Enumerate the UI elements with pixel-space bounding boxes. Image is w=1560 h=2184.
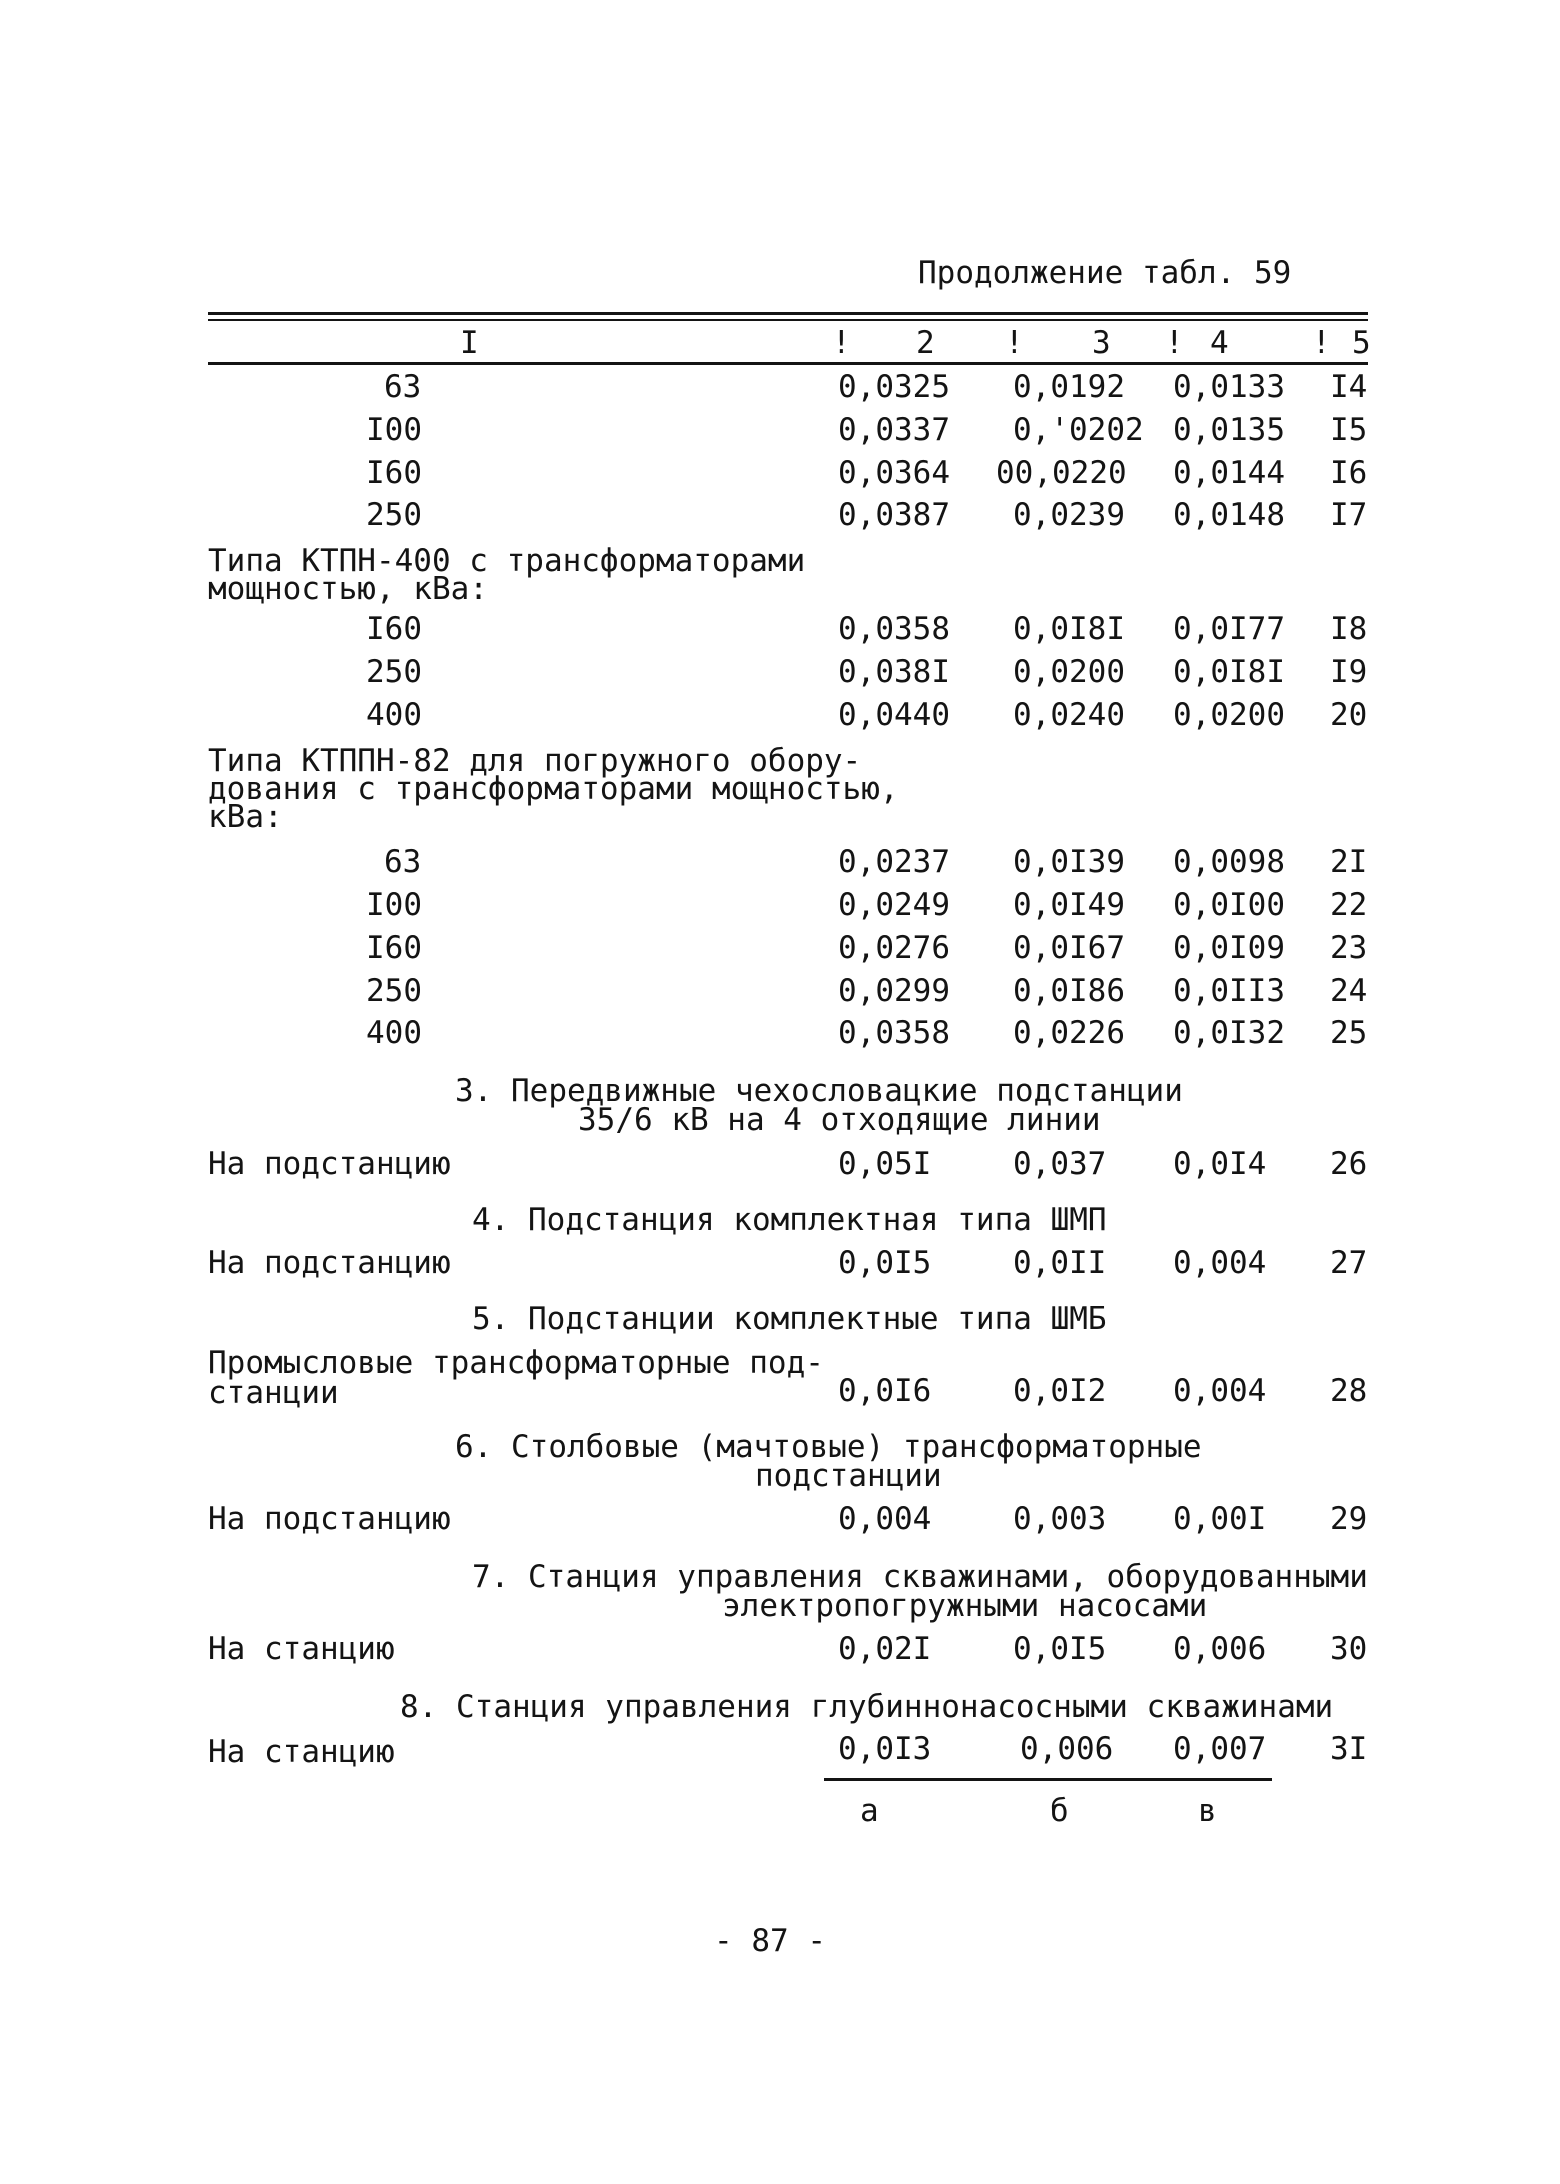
column-separator: ! <box>1312 325 1331 361</box>
table-top-rule <box>208 312 1368 315</box>
value-cell: 0,0148 <box>1173 497 1285 533</box>
value-cell: 0,'0202 <box>1013 412 1144 448</box>
row-number: 30 <box>1330 1631 1368 1667</box>
power-cell: I60 <box>366 455 422 491</box>
power-cell: I00 <box>366 412 422 448</box>
value-cell: 0,0325 <box>838 369 950 405</box>
row-label: На станцию <box>208 1631 395 1667</box>
column-header-1: I <box>460 325 479 361</box>
value-cell: 0,0226 <box>1013 1015 1125 1051</box>
row-label: На станцию <box>208 1734 395 1770</box>
row-number: 27 <box>1330 1245 1368 1281</box>
value-cell: 0,0239 <box>1013 497 1125 533</box>
value-cell: 0,004 <box>838 1501 932 1537</box>
value-cell: 0,0I67 <box>1013 930 1125 966</box>
row-number: 29 <box>1330 1501 1368 1537</box>
value-cell: 0,0249 <box>838 887 950 923</box>
value-cell: 0,003 <box>1013 1501 1107 1537</box>
value-cell: 0,006 <box>1020 1731 1114 1767</box>
group-heading: мощностью, кВа: <box>208 571 488 607</box>
value-cell: 0,0299 <box>838 973 950 1009</box>
section-title: 6. Столбовые (мачтовые) трансформаторные <box>455 1429 1202 1465</box>
power-cell: I00 <box>366 887 422 923</box>
value-cell: 0,0I39 <box>1013 844 1125 880</box>
column-footer-label: б <box>1050 1793 1069 1829</box>
value-cell: 0,0144 <box>1173 455 1285 491</box>
value-cell: 0,0133 <box>1173 369 1285 405</box>
value-cell: 0,004 <box>1173 1373 1267 1409</box>
value-cell: 00,0220 <box>996 455 1127 491</box>
column-separator: ! <box>832 325 851 361</box>
section-title: электропогружными насосами <box>722 1588 1208 1624</box>
row-number: I5 <box>1330 412 1368 448</box>
value-cell: 0,0I8I <box>1173 654 1285 690</box>
row-number: I7 <box>1330 497 1368 533</box>
group-heading: кВа: <box>208 799 283 835</box>
column-separator: ! <box>1005 325 1024 361</box>
row-label: Промысловые трансформаторные под- <box>208 1345 824 1381</box>
row-number: 28 <box>1330 1373 1368 1409</box>
section-title: 35/6 кВ на 4 отходящие линии <box>578 1102 1101 1138</box>
row-number: 3I <box>1330 1731 1368 1767</box>
value-cell: 0,0240 <box>1013 697 1125 733</box>
row-number: I6 <box>1330 455 1368 491</box>
power-cell: 250 <box>366 973 422 1009</box>
row-number: I4 <box>1330 369 1368 405</box>
row-number: 26 <box>1330 1146 1368 1182</box>
value-cell: 0,037 <box>1013 1146 1107 1182</box>
section-title: 5. Подстанции комплектные типа ШМБ <box>472 1301 1107 1337</box>
page-number: - 87 - <box>714 1923 826 1959</box>
value-cell: 0,038I <box>838 654 950 690</box>
section-title: 7. Станция управления скважинами, оборудованными <box>472 1559 1368 1595</box>
column-header-3: 3 <box>1092 325 1111 361</box>
value-cell: 0,0I8I <box>1013 611 1125 647</box>
column-footer-label: а <box>860 1793 879 1829</box>
value-cell: 0,0358 <box>838 611 950 647</box>
value-cell: 0,0I86 <box>1013 973 1125 1009</box>
power-cell: 400 <box>366 697 422 733</box>
value-cell: 0,0276 <box>838 930 950 966</box>
value-cell: 0,05I <box>838 1146 932 1182</box>
table-top-rule-2 <box>208 319 1368 321</box>
value-cell: 0,0I5 <box>1013 1631 1107 1667</box>
value-cell: 0,0387 <box>838 497 950 533</box>
row-number: 20 <box>1330 697 1368 733</box>
value-cell: 0,0192 <box>1013 369 1125 405</box>
column-footer-label: в <box>1198 1793 1217 1829</box>
value-cell: 0,0440 <box>838 697 950 733</box>
group-heading: Типа КТПН-400 с трансформаторами <box>208 543 806 579</box>
group-heading: Типа КТППН-82 для погружного обору- <box>208 743 862 779</box>
value-cell: 0,006 <box>1173 1631 1267 1667</box>
power-cell: 63 <box>384 369 422 405</box>
value-cell: 0,0I32 <box>1173 1015 1285 1051</box>
section-title: 3. Передвижные чехословацкие подстанции <box>455 1073 1183 1109</box>
row-number: 22 <box>1330 887 1368 923</box>
power-cell: 63 <box>384 844 422 880</box>
group-heading: дования с трансформаторами мощностью, <box>208 771 899 807</box>
value-cell: 0,0I4 <box>1173 1146 1267 1182</box>
value-cell: 0,0358 <box>838 1015 950 1051</box>
value-cell: 0,0II3 <box>1173 973 1285 1009</box>
section-title: 4. Подстанция комплектная типа ШМП <box>472 1202 1107 1238</box>
value-cell: 0,0I2 <box>1013 1373 1107 1409</box>
power-cell: I60 <box>366 611 422 647</box>
column-separator: ! <box>1165 325 1184 361</box>
value-cell: 0,0I77 <box>1173 611 1285 647</box>
value-cell: 0,0I5 <box>838 1245 932 1281</box>
row-number: 24 <box>1330 973 1368 1009</box>
row-number: 23 <box>1330 930 1368 966</box>
row-number: I9 <box>1330 654 1368 690</box>
section-title: подстанции <box>755 1458 942 1494</box>
row-number: I8 <box>1330 611 1368 647</box>
value-cell: 0,0II <box>1013 1245 1107 1281</box>
power-cell: I60 <box>366 930 422 966</box>
value-cell: 0,0364 <box>838 455 950 491</box>
value-cell: 0,0I00 <box>1173 887 1285 923</box>
value-cell: 0,0I3 <box>838 1731 932 1767</box>
row-label: На подстанцию <box>208 1146 451 1182</box>
value-cell: 0,0I09 <box>1173 930 1285 966</box>
value-cell: 0,007 <box>1173 1731 1267 1767</box>
column-header-2: 2 <box>916 325 935 361</box>
row-number: 2I <box>1330 844 1368 880</box>
value-cell: 0,0I6 <box>838 1373 932 1409</box>
value-cell: 0,02I <box>838 1631 932 1667</box>
value-cell: 0,004 <box>1173 1245 1267 1281</box>
row-label: На подстанцию <box>208 1501 451 1537</box>
column-header-5: 5 <box>1352 325 1371 361</box>
section-title: 8. Станция управления глубиннонасосными скважинами <box>400 1689 1334 1725</box>
row-label: На подстанцию <box>208 1245 451 1281</box>
power-cell: 250 <box>366 654 422 690</box>
value-cell: 0,0135 <box>1173 412 1285 448</box>
power-cell: 400 <box>366 1015 422 1051</box>
value-cell: 0,00I <box>1173 1501 1267 1537</box>
row-number: 25 <box>1330 1015 1368 1051</box>
table-header-bottom-rule <box>208 362 1368 365</box>
value-cell: 0,0200 <box>1013 654 1125 690</box>
column-header-4: 4 <box>1210 325 1229 361</box>
column-footer-rule <box>824 1778 1272 1781</box>
power-cell: 250 <box>366 497 422 533</box>
value-cell: 0,0337 <box>838 412 950 448</box>
value-cell: 0,0I49 <box>1013 887 1125 923</box>
table-continuation-title: Продолжение табл. 59 <box>918 255 1292 291</box>
value-cell: 0,0237 <box>838 844 950 880</box>
value-cell: 0,0098 <box>1173 844 1285 880</box>
row-label: станции <box>208 1375 339 1411</box>
value-cell: 0,0200 <box>1173 697 1285 733</box>
